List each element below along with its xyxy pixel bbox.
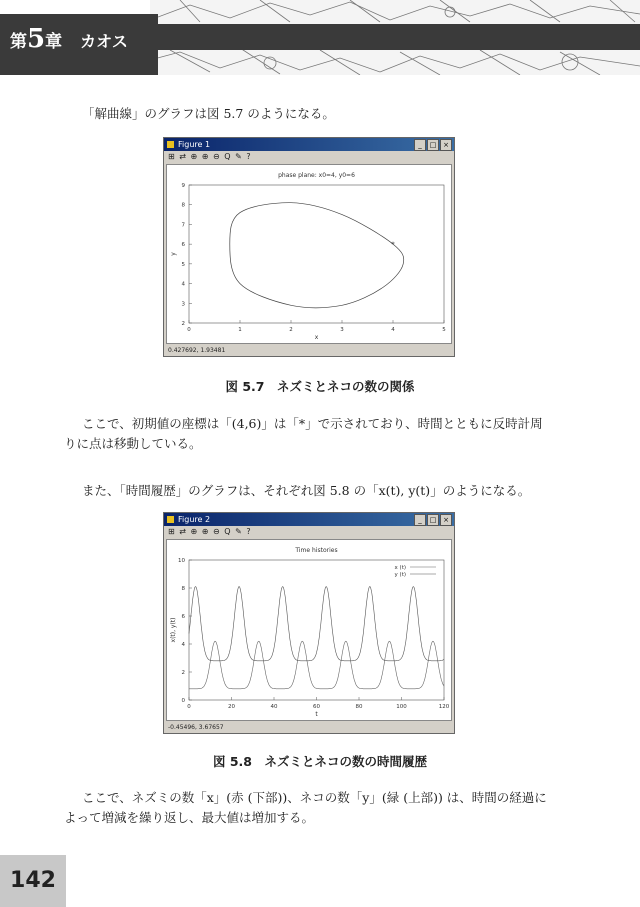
- window-app-icon: [167, 516, 174, 523]
- y-tick-label: 9: [181, 183, 185, 189]
- figure-1-plot-area: [166, 164, 452, 344]
- figure-1-window: [163, 137, 455, 357]
- y-tick-label: 10: [178, 558, 185, 564]
- x-tick-label: 5: [442, 327, 446, 333]
- figure-2-title: Figure 2: [178, 515, 211, 524]
- x-tick-label: 80: [355, 704, 363, 710]
- y-tick-label: 0: [181, 698, 185, 704]
- y-tick-label: 4: [181, 281, 185, 288]
- paragraph-2: [64, 414, 554, 454]
- x-tick-label: 100: [396, 704, 407, 710]
- figure-2-caption: 図 5.8 ネズミとネコの数の時間履歴: [213, 754, 427, 769]
- y-tick-label: 5: [181, 261, 185, 268]
- series-line-2: [189, 587, 444, 661]
- chart-title: phase plane: x0=4, y0=6: [278, 172, 355, 179]
- start-point-marker: *: [391, 240, 395, 249]
- x-tick-label: 0: [187, 327, 191, 333]
- paragraph-4: ここで、ネズミの数「x」(赤 (下部))、ネコの数「y」(緑 (上部)) は、時間の経過によって増減を繰り返し、最大値は増加する。: [64, 790, 547, 825]
- figure-2-window: [163, 512, 455, 734]
- x-tick-label: 4: [391, 327, 395, 333]
- y-tick-label: 6: [181, 614, 185, 620]
- plot-frame: [189, 560, 444, 700]
- page-number: 142: [0, 855, 66, 907]
- maximize-button[interactable]: □: [427, 139, 439, 151]
- y-tick-label: 2: [181, 321, 185, 327]
- chapter-number: 5: [27, 24, 46, 54]
- x-tick-label: 120: [438, 704, 450, 710]
- x-axis-label: x: [314, 334, 319, 341]
- x-tick-label: 20: [228, 704, 235, 710]
- y-tick-label: 4: [181, 642, 185, 648]
- y-tick-label: 8: [181, 586, 185, 592]
- chart-title: Time histories: [295, 547, 338, 554]
- chapter-header: [0, 0, 640, 75]
- chapter-label: [10, 24, 128, 54]
- y-axis-label: x(t), y(t): [170, 617, 177, 643]
- maximize-button[interactable]: □: [427, 514, 439, 526]
- paragraph-1: 「解曲線」のグラフは図 5.7 のようになる。: [82, 106, 335, 121]
- x-tick-label: 3: [340, 327, 344, 333]
- figure-1-caption: 図 5.7 ネズミとネコの数の関係: [225, 379, 415, 394]
- x-tick-label: 40: [270, 704, 278, 710]
- close-button[interactable]: ×: [440, 139, 452, 151]
- figure-1-titlebar[interactable]: [164, 138, 454, 151]
- x-tick-label: 1: [238, 327, 242, 333]
- chapter-suffix: 章: [45, 32, 63, 52]
- y-axis-label: y: [170, 252, 177, 256]
- series-line-1: [189, 641, 444, 689]
- time-history-chart: [167, 540, 451, 720]
- y-tick-label: 3: [181, 301, 185, 308]
- legend-entry-2: y (t): [394, 572, 406, 578]
- legend-entry-1: x (t): [394, 565, 406, 571]
- x-axis-label: t: [315, 711, 318, 718]
- plot-frame: [189, 185, 444, 323]
- window-app-icon: [167, 141, 174, 148]
- paragraph-3: また、「時間履歴」のグラフは、それぞれ図 5.8 の「x(t), y(t)」のようになる。: [82, 483, 531, 498]
- minimize-button[interactable]: _: [414, 514, 426, 526]
- chapter-prefix: 第: [10, 32, 27, 52]
- figure-2-toolbar[interactable]: ⊞ ⇄ ⊕ ⊕ ⊖ Q ✎ ?: [168, 527, 252, 536]
- close-button[interactable]: ×: [440, 514, 452, 526]
- figure-2-plot-area: [166, 539, 452, 721]
- chapter-title: カオス: [80, 32, 128, 51]
- y-tick-label: 8: [181, 202, 185, 209]
- paragraph-2-text: ここで、初期値の座標は「(4,6)」は「*」で示されており、時間とともに反時計周りに点は移動している。: [64, 416, 543, 451]
- x-tick-label: 2: [289, 327, 293, 333]
- phase-plane-chart: [167, 165, 451, 343]
- x-tick-label: 0: [187, 704, 191, 710]
- figure-2-status: -0.45496, 3.67657: [168, 724, 224, 731]
- x-tick-label: 60: [313, 704, 320, 710]
- y-tick-label: 7: [181, 222, 185, 229]
- figure-1-status: 0.427692, 1.93481: [168, 347, 226, 354]
- solution-curve: [230, 203, 404, 308]
- figure-1-title: Figure 1: [178, 140, 211, 149]
- figure-1-toolbar[interactable]: ⊞ ⇄ ⊕ ⊕ ⊖ Q ✎ ?: [168, 152, 252, 161]
- figure-2-titlebar[interactable]: [164, 513, 454, 526]
- y-tick-label: 2: [181, 670, 185, 676]
- minimize-button[interactable]: _: [414, 139, 426, 151]
- y-tick-label: 6: [181, 242, 185, 249]
